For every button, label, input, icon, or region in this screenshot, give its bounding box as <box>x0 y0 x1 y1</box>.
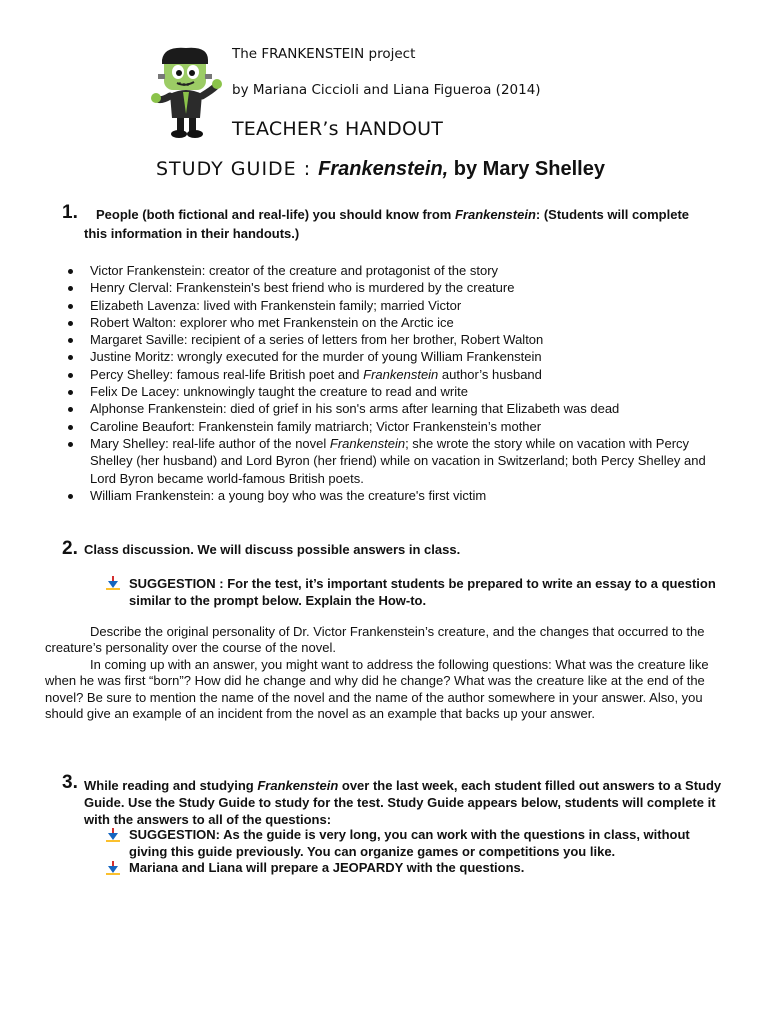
bullet-icon <box>68 494 73 499</box>
section-3-jeopardy-note: Mariana and Liana will prepare a JEOPARDY with the questions. <box>129 860 525 875</box>
bullet-icon <box>68 390 73 395</box>
list-item: Elizabeth Lavenza: lived with Frankenstein family; married Victor <box>60 297 720 314</box>
character-list <box>60 262 720 504</box>
essay-prompt-paragraph-1: Describe the original personality of Dr. Victor Frankenstein’s creature, and the changes that occurred to the creature’s personality over the course of the novel. <box>45 624 705 656</box>
section-1-number: 1. <box>62 202 78 223</box>
bullet-icon <box>68 425 73 430</box>
list-item: Percy Shelley: famous real-life British poet and Frankenstein author’s husband <box>60 366 720 383</box>
bullet-icon <box>68 321 73 326</box>
header-handout-title: TEACHER’s HANDOUT <box>232 118 444 140</box>
list-item: Margaret Saville: recipient of a series of letters from her brother, Robert Walton <box>60 331 720 348</box>
section-3-heading: While reading and studying Frankenstein over the last week, each student filled out answers to a Study Guide. Use the Study Guide to study for the test. Study Guide appears below, students will complete it with the answers to all of the questions: <box>84 778 722 827</box>
pointer-arrow-icon <box>106 861 120 875</box>
list-item: Victor Frankenstein: creator of the creature and protagonist of the story <box>60 262 720 279</box>
title-prefix: STUDY GUIDE : <box>156 158 319 180</box>
bullet-icon <box>68 355 73 360</box>
bullet-icon <box>68 442 73 447</box>
essay-prompt-paragraph-2: In coming up with an answer, you might want to address the following questions: What was the creature like when he was first “born”? How did he change and why did he change? What was the creature like at the end of the novel? Be sure to mention the name of the novel and the name of the author somewhere in your answer. Also, you should give an example of an incident from the novel as an example that backs up your answer. <box>45 656 709 722</box>
essay-prompt <box>45 624 725 722</box>
list-item: Henry Clerval: Frankenstein's best friend who is murdered by the creature <box>60 279 720 296</box>
section-1-text-italic: Frankenstein <box>454 207 536 222</box>
bullet-icon <box>68 373 73 378</box>
section-3-number: 3. <box>62 772 78 793</box>
bullet-icon <box>68 286 73 291</box>
section-2-heading: Class discussion. We will discuss possible answers in class. <box>84 542 461 557</box>
page-title <box>156 158 605 181</box>
list-item: Caroline Beaufort: Frankenstein family matriarch; Victor Frankenstein’s mother <box>60 418 720 435</box>
header-project-title: The FRANKENSTEIN project <box>232 46 416 62</box>
section-1-text-b: : (Students will complete this information in their handouts.) <box>84 207 690 241</box>
section-3-suggestion: SUGGESTION: As the guide is very long, you can work with the questions in class, without giving this guide previously. You can organize games or competitions you like. <box>129 827 690 859</box>
list-item: Robert Walton: explorer who met Frankenstein on the Arctic ice <box>60 314 720 331</box>
bullet-icon <box>68 269 73 274</box>
section-2-suggestion: SUGGESTION : For the test, it’s important students be prepared to write an essay to a question similar to the prompt below. Explain the How-to. <box>129 576 716 608</box>
frankenstein-mascot-icon <box>150 44 222 140</box>
bullet-icon <box>68 407 73 412</box>
section-1-text-a: People (both fictional and real-life) you should know from <box>96 207 455 222</box>
section-2-number: 2. <box>62 538 78 559</box>
section-1-heading <box>84 205 704 243</box>
title-suffix: by Mary Shelley <box>448 158 605 180</box>
header-authors: by Mariana Ciccioli and Liana Figueroa (2014) <box>232 82 541 98</box>
bullet-icon <box>68 304 73 309</box>
list-item: Mary Shelley: real-life author of the novel Frankenstein; she wrote the story while on vacation with Percy Shelley (her husband) and Lord Byron (her friend) while on vacation in Switzerland; both Percy Shelley and Lord Byron became world-famous British poets. <box>60 435 720 487</box>
pointer-arrow-icon <box>106 828 120 842</box>
title-book: Frankenstein, <box>318 158 449 180</box>
list-item: Alphonse Frankenstein: died of grief in his son's arms after learning that Elizabeth was dead <box>60 400 720 417</box>
list-item: Justine Moritz: wrongly executed for the murder of young William Frankenstein <box>60 348 720 365</box>
pointer-arrow-icon <box>106 576 120 590</box>
list-item: Felix De Lacey: unknowingly taught the creature to read and write <box>60 383 720 400</box>
list-item: William Frankenstein: a young boy who was the creature's first victim <box>60 487 720 504</box>
bullet-icon <box>68 338 73 343</box>
